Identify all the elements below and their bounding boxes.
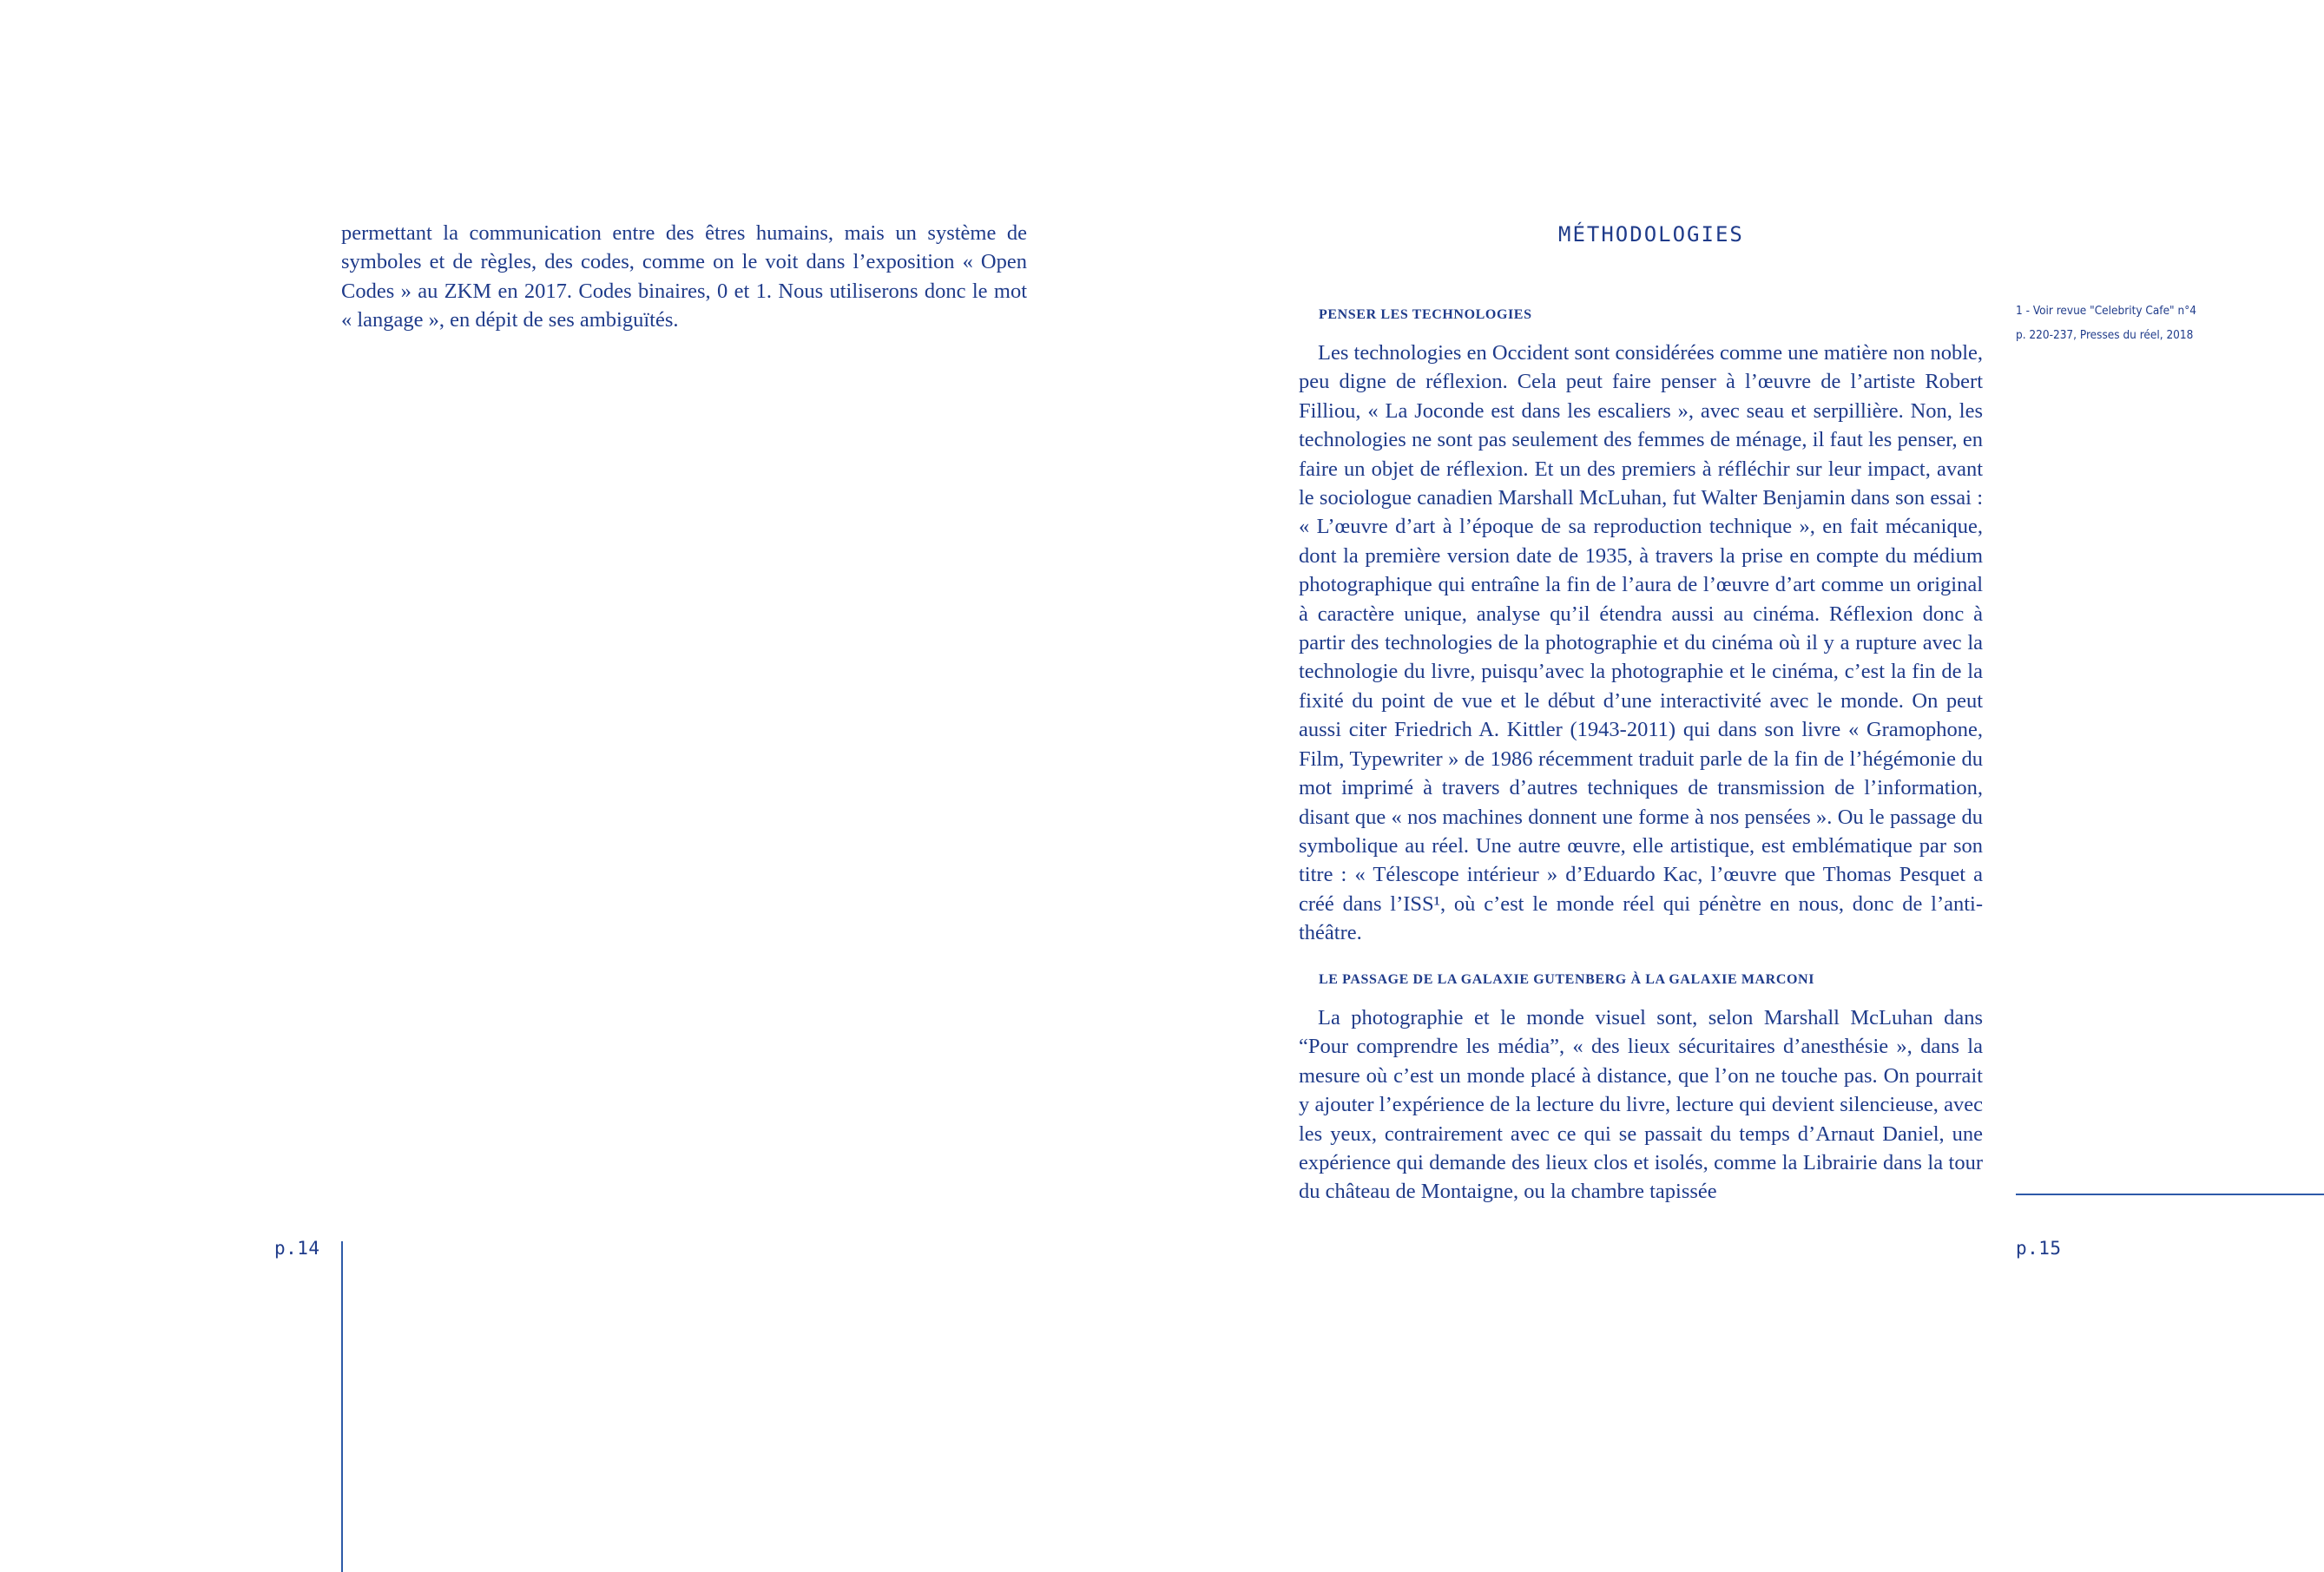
footnote-rule bbox=[2016, 1194, 2324, 1195]
footnote bbox=[2016, 299, 2233, 347]
subheading-galaxie: LE PASSAGE DE LA GALAXIE GUTENBERG À LA GALAXIE MARCONI bbox=[1319, 972, 1815, 987]
left-page-body-text: permettant la communication entre des êtres humains, mais un système de symboles et de règles, des codes, comme on le voit dans l’exposition « Open Codes » au ZKM en 2017. Codes binaires, 0 et 1. Nous utiliserons donc le mot « langage », en dépit de ses ambiguïtés. bbox=[341, 221, 1027, 332]
footnote-line-2: p. 220-237, Presses du réel, 2018 bbox=[2016, 328, 2194, 342]
page-number-left: p.14 bbox=[274, 1238, 320, 1259]
paragraph-technologies: Les technologies en Occident sont considérées comme une matière non noble, peu digne de réflexion. Cela peut faire penser à l’œuvre de l’artiste Robert Filliou, « La Joconde est dans les escaliers », avec seau et serpillière. Non, les technologies ne sont pas seulement des femmes de ménage, il faut les penser, en faire un objet de réflexion. Et un des premiers à réfléchir sur leur impact, avant le sociologue canadien Marshall McLuhan, fut Walter Benjamin dans son essai : « L’œuvre d’art à l’époque de sa reproduction technique », en fait mécanique, dont la première version date de 1935, à travers la prise en compte du médium photographique qui entraîne la fin de l’aura de l’œuvre d’art comme un original à caractère unique, analyse qu’il étendra aussi au cinéma. Réflexion donc à partir des technologies de la photographie et du cinéma où il y a rupture avec la technologie du livre, puisqu’avec la photographie et le cinéma, c’est la fin de la fixité du point de vue et le début d’une interactivité avec le monde. On peut aussi citer Friedrich A. Kittler (1943-2011) qui dans son livre « Gramophone, Film, Typewriter » de 1986 récemment traduit parle de la fin de l’hégémonie du mot imprimé à travers d’autres techniques de transmission de l’information, disant que « nos machines donnent une forme à nos pensées ». Ou le passage du symbolique au réel. Une autre œuvre, elle artistique, est emblématique par son titre : « Télescope intérieur » d’Eduardo Kac, l’œuvre que Thomas Pesquet a créé dans l’ISS¹, où c’est le monde réel qui pénètre en nous, donc de l’anti-théâtre. bbox=[1299, 341, 1983, 945]
subheading-penser-les-technologies: PENSER LES TECHNOLOGIES bbox=[1319, 307, 1532, 322]
footnote-line-1: 1 - Voir revue "Celebrity Cafe" n°4 bbox=[2016, 304, 2196, 318]
left-margin-rule bbox=[341, 1241, 343, 1572]
page-number-right: p.15 bbox=[2016, 1238, 2062, 1259]
paragraph-galaxie: La photographie et le monde visuel sont, selon Marshall McLuhan dans “Pour comprendre les média”, « des lieux sécuritaires d’anesthésie », dans la mesure où c’est un monde placé à distance, que l’on ne touche pas. On pourrait y ajouter l’expérience de la lecture du livre, lecture qui devient silencieuse, avec les yeux, contrairement avec ce qui se passait du temps d’Arnaut Daniel, une expérience qui demande des lieux clos et isolés, comme la Librairie dans la tour du château de Montaigne, ou la chambre tapissée bbox=[1299, 1006, 1983, 1204]
section-title: MÉTHODOLOGIES bbox=[1558, 222, 1744, 247]
